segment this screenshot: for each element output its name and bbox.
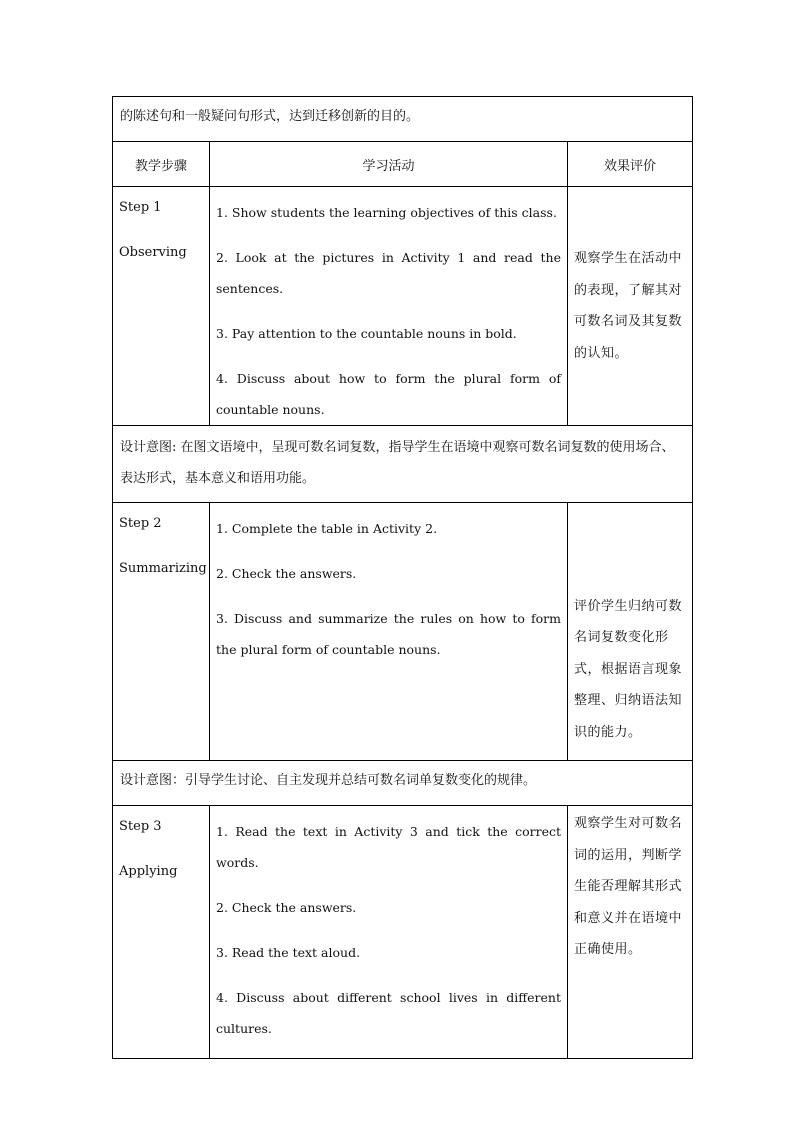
activity-item: 4. Discuss about how to form the plural form of countable nouns. <box>216 371 561 417</box>
activity-cell-1 <box>210 187 568 426</box>
step-name: Applying <box>119 864 178 879</box>
step-number: Step 2 <box>119 516 162 531</box>
activity-item: 3. Discuss and summarize the rules on how to form the plural form of countable nouns. <box>216 611 561 657</box>
activity-item: 1. Read the text in Activity 3 and tick the correct words. <box>216 824 561 870</box>
header-row <box>113 142 693 187</box>
step-cell-2 <box>113 503 210 761</box>
lesson-plan-table <box>112 96 693 1059</box>
activity-cell-2 <box>210 503 568 761</box>
activity-item: 2. Look at the pictures in Activity 1 and read the sentences. <box>216 250 561 296</box>
activity-item: 1. Complete the table in Activity 2. <box>216 521 438 536</box>
design-intent-row-1 <box>113 426 693 503</box>
intro-text: 的陈述句和一般疑问句形式，达到迁移创新的目的。 <box>113 97 693 142</box>
step-row-2 <box>113 503 693 761</box>
design-intent-row-2 <box>113 761 693 806</box>
step-name: Observing <box>119 245 187 260</box>
activity-item: 2. Check the answers. <box>216 566 357 581</box>
activity-item: 3. Read the text aloud. <box>216 945 361 960</box>
step-cell-1 <box>113 187 210 426</box>
evaluation-cell-2: 评价学生归纳可数名词复数变化形式，根据语言现象整理、归纳语法知识的能力。 <box>568 503 693 761</box>
evaluation-cell-1: 观察学生在活动中的表现，了解其对可数名词及其复数的认知。 <box>568 187 693 426</box>
activity-item: 3. Pay attention to the countable nouns in bold. <box>216 326 517 341</box>
step-name: Summarizing <box>119 561 207 576</box>
intro-row <box>113 97 693 142</box>
header-evaluation: 效果评价 <box>568 142 693 187</box>
activity-item: 2. Check the answers. <box>216 900 357 915</box>
evaluation-cell-3: 观察学生对可数名词的运用，判断学生能否理解其形式和意义并在语境中正确使用。 <box>568 806 693 1059</box>
header-step: 教学步骤 <box>113 142 210 187</box>
step-number: Step 3 <box>119 819 162 834</box>
design-intent-1: 设计意图: 在图文语境中，呈现可数名词复数，指导学生在语境中观察可数名词复数的使用场合、表达形式，基本意义和语用功能。 <box>113 426 693 503</box>
header-activity: 学习活动 <box>210 142 568 187</box>
step-row-3 <box>113 806 693 1059</box>
activity-cell-3 <box>210 806 568 1059</box>
step-row-1 <box>113 187 693 426</box>
step-cell-3 <box>113 806 210 1059</box>
activity-item: 1. Show students the learning objectives of this class. <box>216 205 557 220</box>
activity-item: 4. Discuss about different school lives in different cultures. <box>216 990 561 1036</box>
design-intent-2: 设计意图：引导学生讨论、自主发现并总结可数名词单复数变化的规律。 <box>113 761 693 806</box>
step-number: Step 1 <box>119 200 162 215</box>
